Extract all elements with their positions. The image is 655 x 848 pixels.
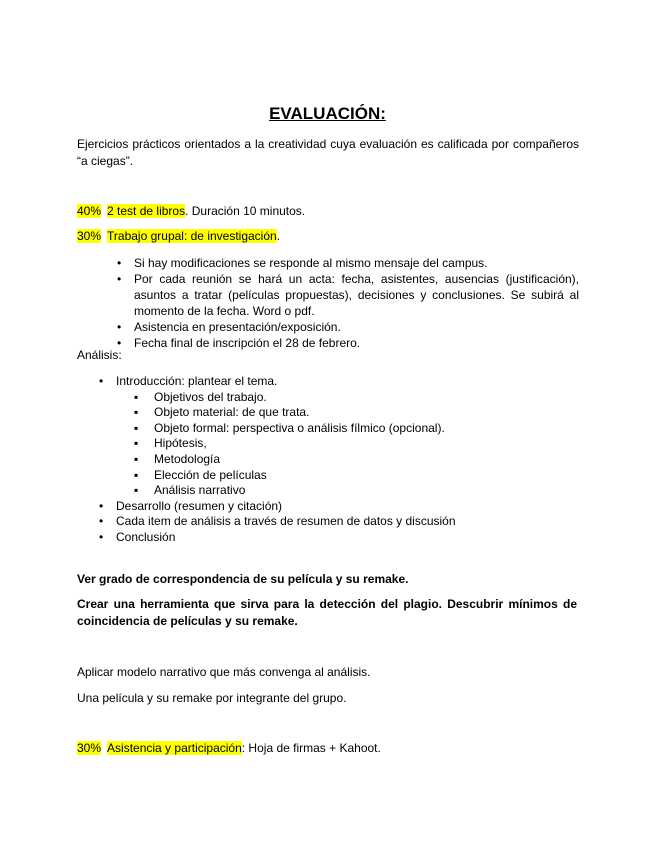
page-title: EVALUACIÓN: <box>269 104 386 123</box>
list-item: • Si hay modificaciones se responde al mismo mensaje del campus. <box>117 256 488 270</box>
paragraph-narrative-model: Aplicar modelo narrativo que más convenga al análisis. <box>77 665 371 679</box>
bullet-icon: • <box>117 336 122 350</box>
list-item: • Desarrollo (resumen y citación) <box>99 498 283 513</box>
bullet-icon: • <box>99 514 104 529</box>
list-item: ▪ Objeto material: de que trata. <box>134 405 310 420</box>
square-bullet-icon: ▪ <box>134 420 139 435</box>
bullet-icon: • <box>117 320 122 334</box>
grading-label: Asistencia y participación <box>107 741 242 755</box>
group-work-list <box>117 255 579 351</box>
bullet-icon: • <box>117 272 122 286</box>
grading-percent: 30% <box>77 229 102 243</box>
bold-statement-plagiarism: Crear una herramienta que sirva para la detección del plagio. Descubrir mínimos de coincidencia de películas y su remake. <box>77 597 577 628</box>
square-bullet-icon: ▪ <box>134 451 139 466</box>
square-bullet-icon: ▪ <box>134 405 139 420</box>
analysis-list <box>99 374 576 546</box>
list-item: ▪ Objetivos del trabajo. <box>134 389 267 404</box>
bullet-icon: • <box>99 498 104 513</box>
grading-detail: . <box>276 229 281 243</box>
grading-detail: : Hoja de firmas + Kahoot. <box>241 741 381 755</box>
list-item: ▪ Elección de películas <box>134 467 267 482</box>
paragraph-film-per-member: Una película y su remake por integrante del grupo. <box>77 691 347 705</box>
grading-item-attendance <box>77 741 381 756</box>
grading-percent: 30% <box>77 741 102 755</box>
grading-detail: . Duración 10 minutos. <box>185 204 306 218</box>
square-bullet-icon: ▪ <box>134 436 139 451</box>
list-item: ▪ Hipótesis, <box>134 436 207 451</box>
bold-statement-correspondence: Ver grado de correspondencia de su película y su remake. <box>77 572 409 586</box>
square-bullet-icon: ▪ <box>134 389 139 404</box>
analysis-heading: Análisis: <box>77 348 122 362</box>
list-item: ▪ Metodología <box>134 451 221 466</box>
list-item: ▪ Objeto formal: perspectiva o análisis fílmico (opcional). <box>134 420 445 435</box>
bullet-icon: • <box>99 374 104 388</box>
bullet-icon: • <box>117 256 122 270</box>
list-item: • Por cada reunión se hará un acta: fecha, asistentes, ausencias (justificación), asuntos a tratar (películas propuestas), decisiones y conclusiones. Se subirá al momento de la fecha. Word o pdf. <box>117 272 579 318</box>
grading-label: 2 test de libros <box>107 204 186 218</box>
grading-label: Trabajo grupal: de investigación <box>107 229 277 243</box>
list-item: • Conclusión <box>99 529 176 544</box>
list-item: • Fecha final de inscripción el 28 de febrero. <box>117 336 361 350</box>
list-item: ▪ Análisis narrativo <box>134 483 246 498</box>
grading-item-books <box>77 204 305 219</box>
square-bullet-icon: ▪ <box>134 483 139 498</box>
list-item: • Cada item de análisis a través de resumen de datos y discusión <box>99 514 456 529</box>
list-item: • Introducción: plantear el tema. ▪ Objetivos del trabajo. ▪ Objeto material: de que trata. ▪ Objeto formal: perspectiva o análisis fílmico (opcional). ▪ Hipótesis, ▪ Metodología ▪ Elección de películas ▪ Análisis narrativo <box>116 374 576 499</box>
grading-item-group <box>77 229 280 244</box>
introduction-sublist <box>134 389 576 499</box>
intro-paragraph: Ejercicios prácticos orientados a la creatividad cuya evaluación es calificada por compañeros “a ciegas”. <box>77 137 579 168</box>
bullet-icon: • <box>99 529 104 544</box>
square-bullet-icon: ▪ <box>134 467 139 482</box>
list-item: • Asistencia en presentación/exposición. <box>117 320 341 334</box>
grading-percent: 40% <box>77 204 102 218</box>
